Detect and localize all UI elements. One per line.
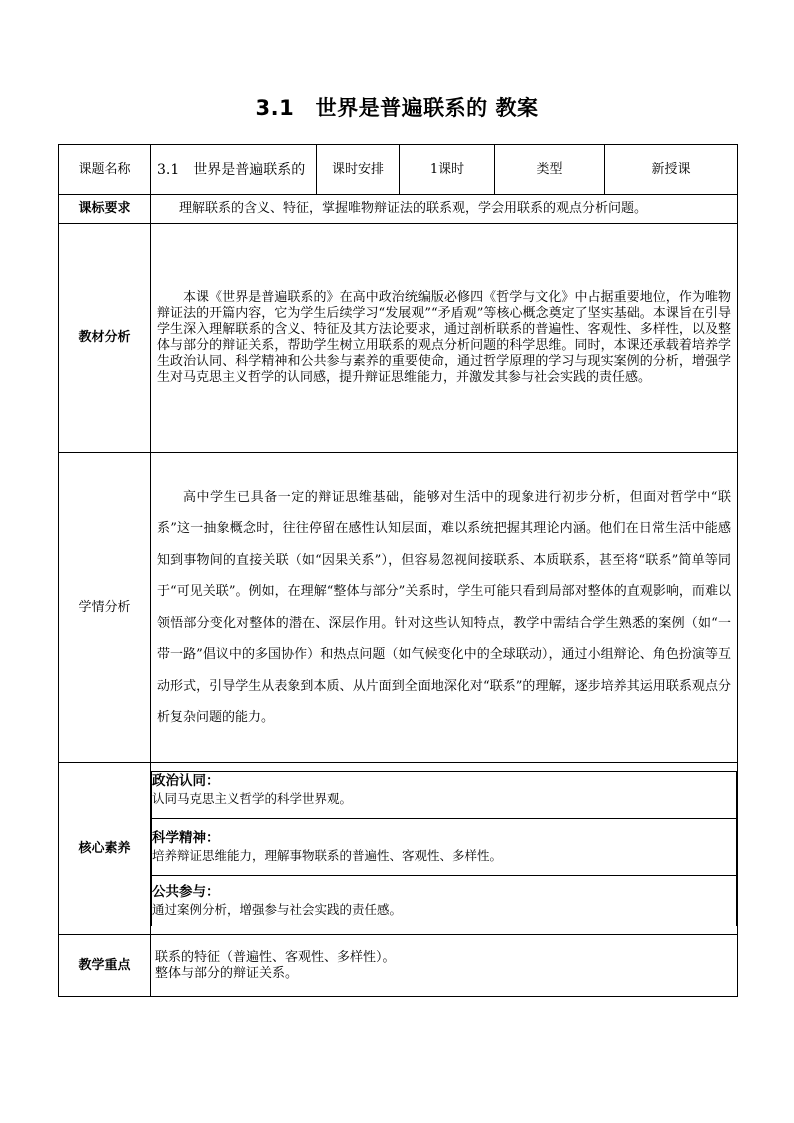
literacy-text: 认同马克思主义哲学的科学世界观。 <box>152 791 353 806</box>
key-point-line: 整体与部分的辩证关系。 <box>155 965 299 981</box>
curriculum-label: 课标要求 <box>59 195 151 224</box>
key-point-line: 联系的特征（普遍性、客观性、多样性）。 <box>155 949 396 965</box>
literacy-heading: 公共参与： <box>152 884 220 900</box>
header-row <box>59 145 738 195</box>
core-literacy-list <box>151 771 737 926</box>
core-literacy-label: 核心素养 <box>59 763 151 935</box>
student-analysis-text: 高中学生已具备一定的辩证思维基础，能够对生活中的现象进行初步分析，但面对哲学中“联系”这一抽象概念时，往往停留在感性认知层面，难以系统把握其理论内涵。他们在日常生活中能感知到事物间的直接关联（如“因果关系”），但容易忽视间接联系、本质联系，甚至将“联系”简单等同于“可见关联”。例如，在理解“整体与部分”关系时，学生可能只看到局部对整体的直观影响，而难以领悟部分变化对整体的潜在、深层作用。针对这些认知特点，教学中需结合学生熟悉的案例（如“一带一路”倡议中的多国协作）和热点问题（如气候变化中的全球联动），通过小组辩论、角色扮演等互动形式，引导学生从表象到本质、从片面到全面地深化对“联系”的理解，逐步培养其运用联系观点分析复杂问题的能力。 <box>151 453 738 763</box>
literacy-item-cell <box>152 876 737 927</box>
literacy-item <box>152 819 737 876</box>
textbook-analysis-row <box>59 224 738 453</box>
topic-label: 课题名称 <box>59 145 151 195</box>
schedule-value: 1课时 <box>400 145 495 195</box>
student-analysis-row <box>59 453 738 763</box>
key-points-cell <box>151 935 738 997</box>
literacy-item <box>152 876 737 927</box>
schedule-label: 课时安排 <box>317 145 400 195</box>
literacy-item <box>152 772 737 819</box>
type-label: 类型 <box>495 145 605 195</box>
literacy-text: 通过案例分析，增强参与社会实践的责任感。 <box>152 902 403 917</box>
literacy-item-cell <box>152 772 737 819</box>
curriculum-text: 理解联系的含义、特征，掌握唯物辩证法的联系观，学会用联系的观点分析问题。 <box>151 195 738 224</box>
core-literacy-row <box>59 763 738 935</box>
key-points-row <box>59 935 738 997</box>
literacy-text: 培养辩证思维能力，理解事物联系的普遍性、客观性、多样性。 <box>152 848 503 863</box>
lesson-plan-table <box>58 144 738 997</box>
type-value: 新授课 <box>605 145 738 195</box>
textbook-analysis-label: 教材分析 <box>59 224 151 453</box>
student-analysis-label: 学情分析 <box>59 453 151 763</box>
key-points-label: 教学重点 <box>59 935 151 997</box>
textbook-analysis-text: 本课《世界是普遍联系的》在高中政治统编版必修四《哲学与文化》中占据重要地位，作为唯物辩证法的开篇内容，它为学生后续学习“发展观”“矛盾观”等核心概念奠定了坚实基础。本课旨在引导学生深入理解联系的含义、特征及其方法论要求，通过剖析联系的普遍性、客观性、多样性，以及整体与部分的辩证关系，帮助学生树立用联系的观点分析问题的科学思维。同时，本课还承载着培养学生政治认同、科学精神和公共参与素养的重要使命，通过哲学原理的学习与现实案例的分析，增强学生对马克思主义哲学的认同感，提升辩证思维能力，并激发其参与社会实践的责任感。 <box>151 224 738 453</box>
core-literacy-cell <box>151 763 738 935</box>
curriculum-row <box>59 195 738 224</box>
topic-value: 3.1 世界是普遍联系的 <box>151 145 317 195</box>
literacy-heading: 政治认同： <box>152 773 220 789</box>
literacy-item-cell <box>152 819 737 876</box>
document-title: 3.1 世界是普遍联系的 教案 <box>255 96 539 120</box>
literacy-heading: 科学精神： <box>152 830 220 846</box>
